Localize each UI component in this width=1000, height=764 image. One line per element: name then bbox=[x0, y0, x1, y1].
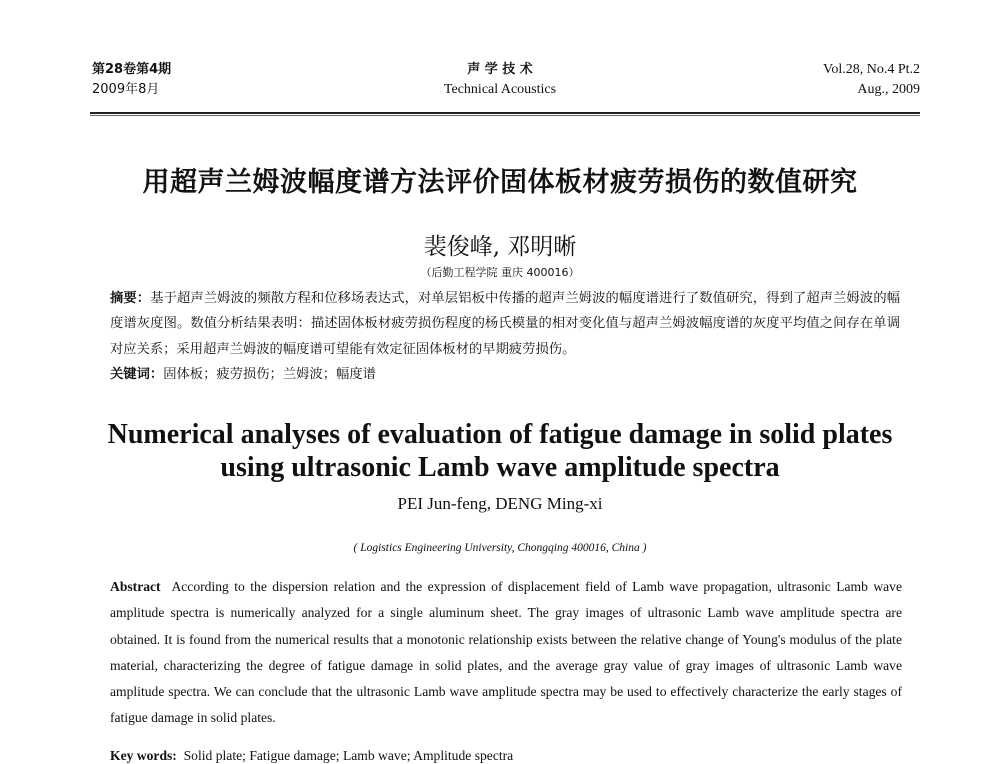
affiliation-cn: （后勤工程学院 重庆 400016） bbox=[420, 266, 580, 279]
affiliation-en: ( Logistics Engineering University, Chongqing 400016, China ) bbox=[353, 542, 647, 554]
journal-volume-en bbox=[823, 60, 920, 100]
abstract-text-en: According to the dispersion relation and the expression of displacement field of Lamb wave propagation, ultrasonic Lamb wave amplitude spectra is numerically analyzed for a single aluminum sheet. The gray images of ultrasonic Lamb wave amplitude spectra are obtained. It is found from the numerical results that a monotonic relationship exists between the relative change of Young's modulus of the plate material, characterizing the degree of fatigue damage in solid plates, and the average gray value of gray images of ultrasonic Lamb wave amplitude spectra. We can conclude that the ultrasonic Lamb wave amplitude spectra may be used to effectively characterize the early stages of fatigue damage in solid plates. bbox=[110, 579, 903, 726]
header-rule bbox=[90, 112, 920, 116]
keywords-label-en: Key words: bbox=[110, 748, 177, 763]
keywords-cn: 固体板；疲劳损伤；兰姆波；幅度谱 bbox=[163, 366, 376, 382]
issue-volume: 第28卷第4期 bbox=[92, 62, 172, 77]
paper-title-cn: 用超声兰姆波幅度谱方法评价固体板材疲劳损伤的数值研究 bbox=[142, 167, 858, 198]
abstract-label-en: Abstract bbox=[110, 579, 161, 594]
title-line-1: Numerical analyses of evaluation of fatigue damage in solid plates bbox=[107, 419, 893, 450]
keywords-text-en: Solid plate; Fatigue damage; Lamb wave; Amplitude spectra bbox=[183, 748, 514, 763]
volume-date: Aug., 2009 bbox=[857, 82, 920, 97]
journal-name-cn: 声 学 技 术 bbox=[467, 62, 533, 77]
abstract-en bbox=[110, 574, 902, 732]
abstract-label-cn: 摘要： bbox=[110, 291, 151, 306]
abstract-text-cn: 基于超声兰姆波的频散方程和位移场表达式，对单层铝板中传播的超声兰姆波的幅度谱进行了数值研究，得到了超声兰姆波的幅度谱灰度图。数值分析结果表明：描述固体板材疲劳损伤程度的杨氏模量的相对变化值与超声兰姆波幅度谱的灰度平均值之间存在单调对应关系；采用超声兰姆波的幅度谱可望能有效定征固体板材的早期疲劳损伤。 bbox=[110, 291, 901, 357]
authors-cn: 裴俊峰, 邓明晰 bbox=[423, 234, 577, 260]
authors-en: PEI Jun-feng, DENG Ming-xi bbox=[397, 494, 603, 513]
keywords-label-cn: 关键词： bbox=[110, 366, 164, 382]
keywords-en bbox=[110, 748, 513, 764]
volume-number: Vol.28, No.4 Pt.2 bbox=[823, 62, 920, 77]
title-line-2: using ultrasonic Lamb wave amplitude spectra bbox=[220, 452, 780, 483]
issue-date: 2009年8月 bbox=[92, 82, 160, 97]
abstract-cn bbox=[110, 286, 900, 387]
paper-title-en bbox=[0, 418, 1000, 484]
journal-name-en: Technical Acoustics bbox=[443, 82, 557, 97]
